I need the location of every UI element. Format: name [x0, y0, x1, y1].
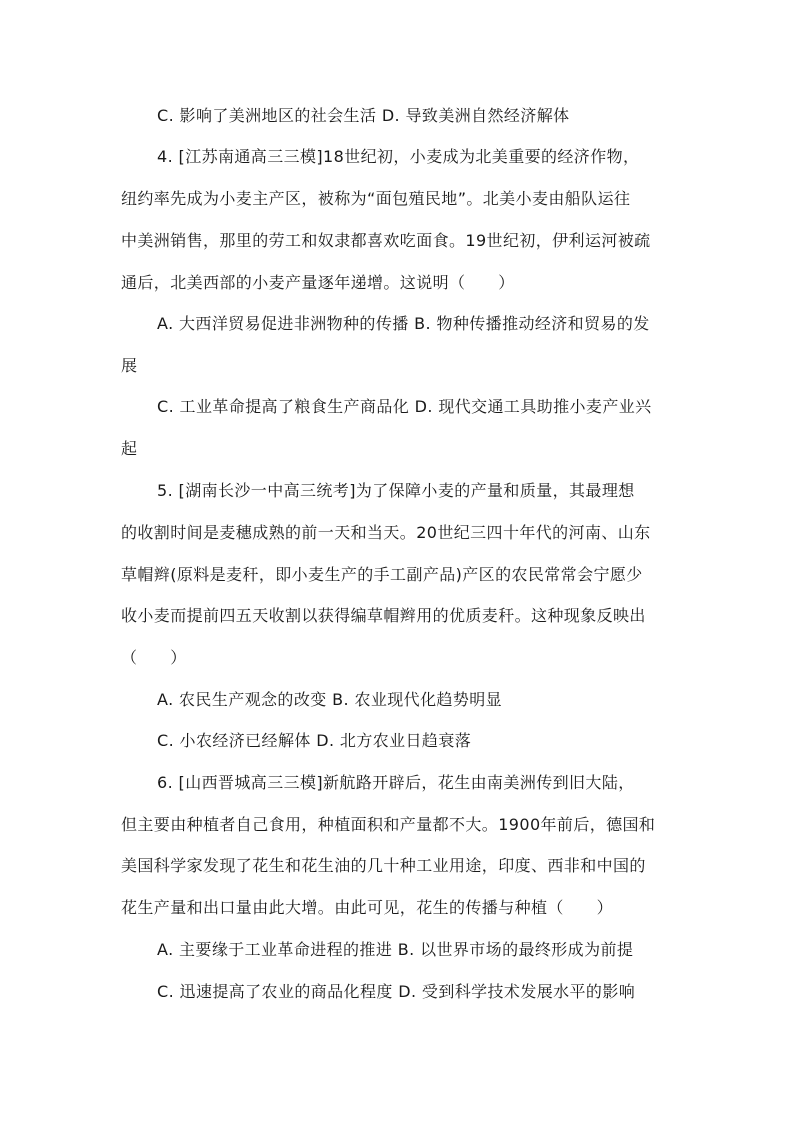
q3-option-c-d: C. 影响了美洲地区的社会生活 D. 导致美洲自然经济解体 — [157, 106, 570, 125]
q4-stem-line-4: 通后，北美西部的小麦产量逐年递增。这说明（ ） — [121, 273, 515, 292]
q5-option-c-d: C. 小农经济已经解体 D. 北方农业日趋衰落 — [157, 731, 472, 750]
q5-stem-line-2: 的收割时间是麦穗成熟的前一天和当天。20世纪三四十年代的河南、山东 — [121, 523, 651, 542]
q6-stem-line-4: 花生产量和出口量由此大增。由此可见，花生的传播与种植（ ） — [121, 898, 614, 917]
q4-option-c-d: C. 工业革命提高了粮食生产商品化 D. 现代交通工具助推小麦产业兴 — [157, 397, 652, 416]
q6-option-c-d: C. 迅速提高了农业的商品化程度 D. 受到科学技术发展水平的影响 — [157, 982, 636, 1001]
q4-stem-line-1: 4. [江苏南通高三三模]18世纪初，小麦成为北美重要的经济作物， — [157, 147, 640, 166]
q4-option-b-wrap: 展 — [121, 356, 138, 375]
q6-stem-line-2: 但主要由种植者自己食用，种植面积和产量都不大。1900年前后，德国和 — [121, 815, 656, 834]
q4-stem-line-3: 中美洲销售，那里的劳工和奴隶都喜欢吃面食。19世纪初，伊利运河被疏 — [121, 231, 651, 250]
q4-stem-line-2: 纽约率先成为小麦主产区，被称为“面包殖民地”。北美小麦由船队运往 — [121, 189, 631, 208]
q4-option-a-b: A. 大西洋贸易促进非洲物种的传播 B. 物种传播推动经济和贸易的发 — [157, 314, 650, 333]
q5-stem-line-4: 收小麦而提前四五天收割以获得编草帽辫用的优质麦秆。这种现象反映出 — [121, 606, 646, 625]
q6-stem-line-3: 美国科学家发现了花生和花生油的几十种工业用途，印度、西非和中国的 — [121, 856, 646, 875]
q5-option-a-b: A. 农民生产观念的改变 B. 农业现代化趋势明显 — [157, 690, 503, 709]
q6-stem-line-1: 6. [山西晋城高三三模]新航路开辟后，花生由南美洲传到旧大陆， — [157, 773, 635, 792]
q5-stem-line-5: （ ） — [121, 648, 187, 667]
q4-option-d-wrap: 起 — [121, 439, 138, 458]
q5-stem-line-3: 草帽辫(原料是麦秆，即小麦生产的手工副产品)产区的农民常常会宁愿少 — [121, 565, 643, 584]
q5-stem-line-1: 5. [湖南长沙一中高三统考]为了保障小麦的产量和质量，其最理想 — [157, 481, 635, 500]
q6-option-a-b: A. 主要缘于工业革命进程的推进 B. 以世界市场的最终形成为前提 — [157, 940, 634, 959]
